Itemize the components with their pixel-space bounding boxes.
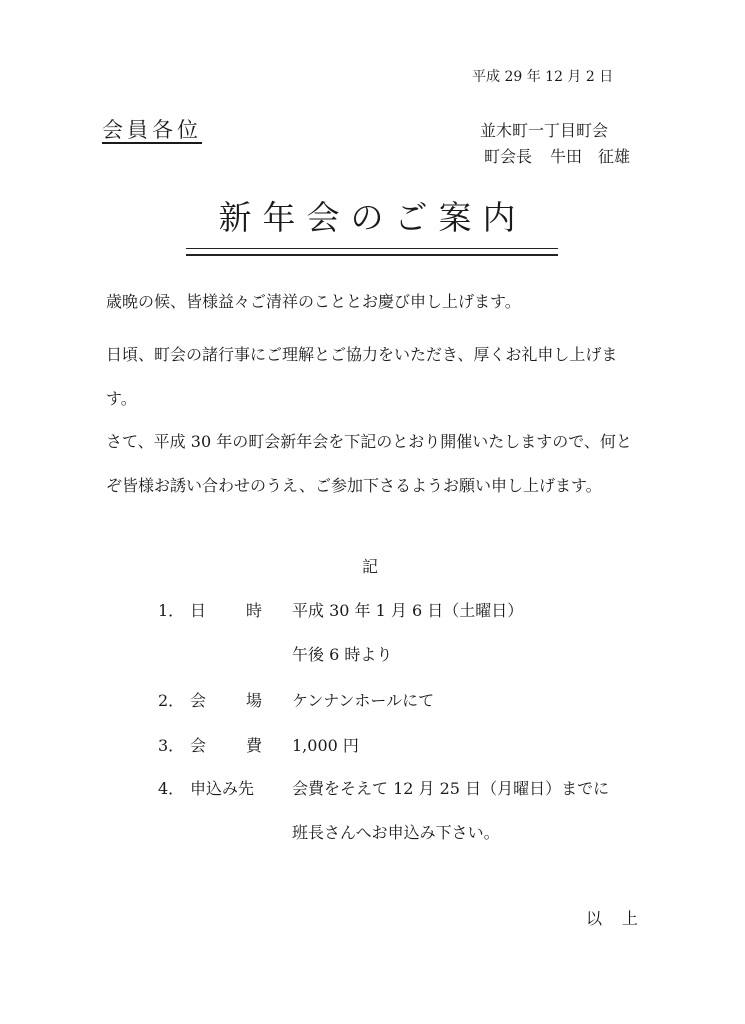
ki-heading: 記	[362, 557, 379, 576]
item-value-deadline: 会費をそえて 12 月 25 日（月曜日）までに	[292, 779, 610, 798]
item-number: 1．	[158, 601, 185, 620]
document-title: 新年会のご案内	[218, 198, 527, 237]
item-value-date: 平成 30 年 1 月 6 日（土曜日）	[292, 601, 524, 620]
recipient-line: 会員各位	[102, 118, 202, 142]
item-value-fee: 1,000 円	[292, 736, 359, 755]
title-rule-thick	[186, 254, 558, 256]
greeting-paragraph: 歳晩の候、皆様益々ご清祥のこととお慶び申し上げます。	[106, 292, 521, 311]
closing-mark: 以上	[586, 909, 659, 928]
invitation-paragraph: さて、平成 30 年の町会新年会を下記のとおり開催いたしますので、何とぞ皆様お誘い合わせのうえ、ご参加下さるようお願い申し上げます。	[106, 432, 632, 495]
sender-organization: 並木町一丁目町会	[480, 121, 609, 140]
item-label-datetime: 日 時	[190, 601, 262, 620]
item-number: 2．	[158, 691, 185, 710]
item-value-venue: ケンナンホールにて	[292, 691, 435, 710]
title-rule-thin	[186, 248, 558, 249]
document-date: 平成 29 年 12 月 2 日	[472, 69, 614, 85]
item-value-time: 午後 6 時より	[292, 645, 393, 664]
item-number: 3．	[158, 736, 185, 755]
sender-signature	[484, 144, 630, 167]
thanks-paragraph: 日頃、町会の諸行事にご理解とご協力をいただき、厚くお礼申し上げます。	[106, 345, 618, 408]
item-label-application: 申込み先	[190, 779, 255, 798]
item-label-venue: 会 場	[190, 691, 262, 710]
sender-title: 町会長	[484, 147, 533, 166]
item-value-contact: 班長さんへお申込み下さい。	[292, 823, 500, 842]
sender-name: 牛田 征雄	[550, 147, 631, 166]
item-number: 4．	[158, 779, 185, 798]
item-label-fee: 会 費	[190, 736, 262, 755]
